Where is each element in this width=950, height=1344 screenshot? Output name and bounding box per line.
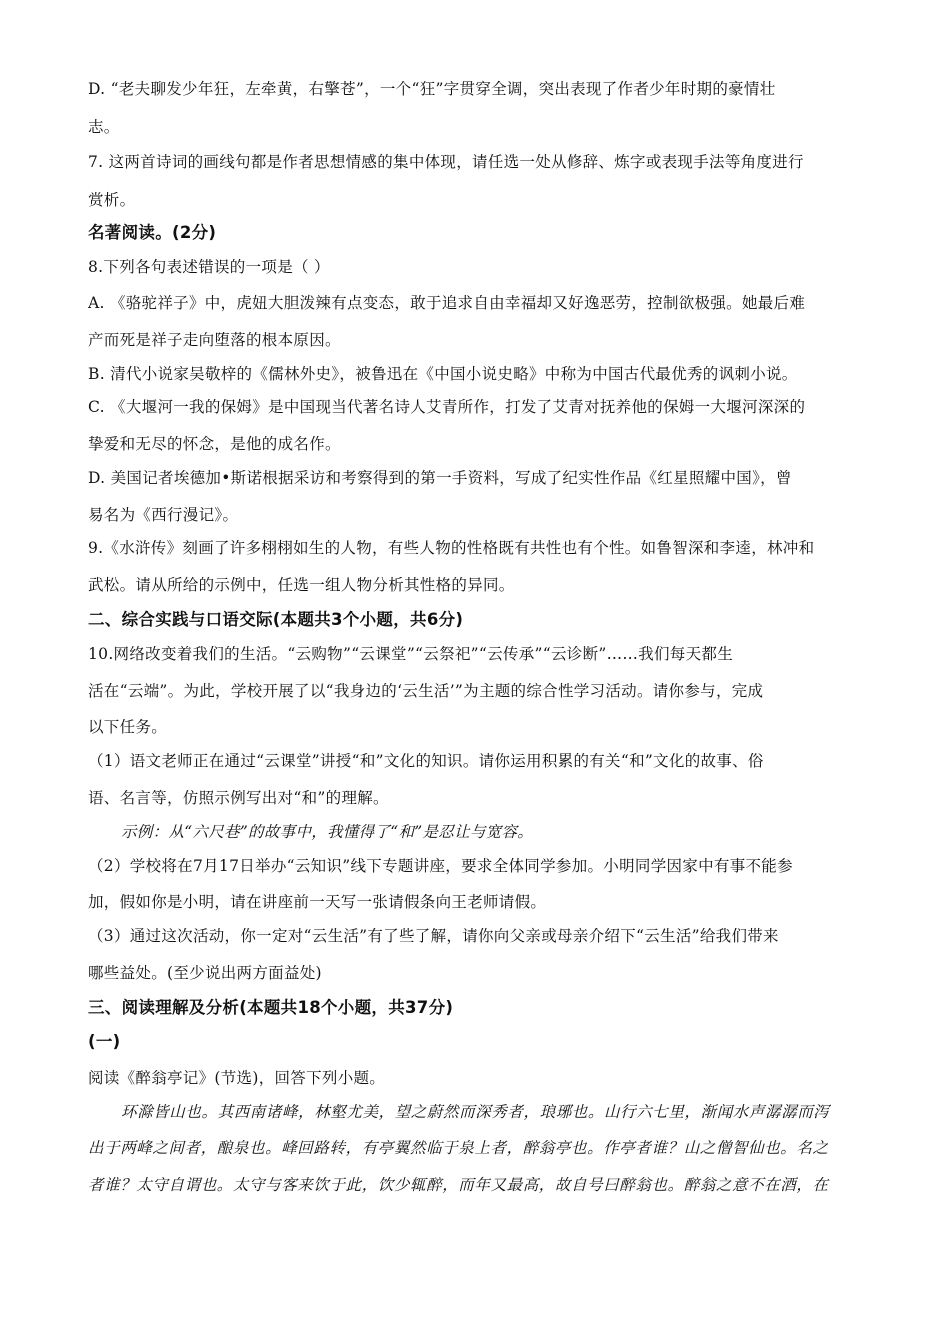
question-10-line3: 以下任务。 bbox=[88, 718, 168, 736]
question-7-line2: 赏析。 bbox=[88, 191, 136, 209]
q6-option-d-line2: 志。 bbox=[88, 118, 120, 136]
section-heading-reading: 三、阅读理解及分析(本题共18个小题，共37分) bbox=[88, 998, 454, 1017]
q8-option-b: B. 清代小说家吴敬梓的《儒林外史》，被鲁迅在《中国小说史略》中称为中国古代最优秀的讽刺小说。 bbox=[88, 365, 798, 383]
q10-task1-line1: （1）语文老师正在通过“云课堂”讲授“和”文化的知识。请你运用积累的有关“和”文化的故事、俗 bbox=[88, 752, 764, 770]
q10-task3-line2: 哪些益处。(至少说出两方面益处) bbox=[88, 964, 322, 982]
question-8-stem: 8.下列各句表述错误的一项是（ ） bbox=[88, 258, 330, 276]
q10-task1-line2: 语、名言等，仿照示例写出对“和”的理解。 bbox=[88, 789, 389, 807]
q8-option-c-line1: C. 《大堰河一我的保姆》是中国现当代著名诗人艾青所作，打发了艾青对抚养他的保姆一大堰河深深的 bbox=[88, 398, 806, 416]
q8-option-d-line2: 易名为《西行漫记》。 bbox=[88, 506, 239, 524]
q6-option-d-line1: D. “老夫聊发少年狂，左牵黄，右擎苍”，一个“狂”字贯穿全调，突出表现了作者少年时期的豪情壮 bbox=[88, 80, 776, 98]
question-9-line2: 武松。请从所给的示例中，任选一组人物分析其性格的异同。 bbox=[88, 576, 515, 594]
classical-text-line3: 者谁？太守自谓也。太守与客来饮于此，饮少辄醉，而年又最高，故自号曰醉翁也。醉翁之意不在酒，在 bbox=[88, 1176, 829, 1194]
section-heading-classics: 名著阅读。(2分) bbox=[88, 223, 217, 242]
q10-task3-line1: （3）通过这次活动，你一定对“云生活”有了些了解，请你向父亲或母亲介绍下“云生活”给我们带来 bbox=[88, 927, 779, 945]
q10-task2-line1: （2）学校将在7月17日举办“云知识”线下专题讲座，要求全体同学参加。小明同学因家中有事不能参 bbox=[88, 857, 793, 875]
q10-task2-line2: 加，假如你是小明，请在讲座前一天写一张请假条向王老师请假。 bbox=[88, 893, 547, 911]
q8-option-a-line1: A. 《骆驼祥子》中，虎妞大胆泼辣有点变态，敢于追求自由幸福却又好逸恶劳，控制欲极强。她最后难 bbox=[88, 294, 806, 312]
question-10-line1: 10.网络改变着我们的生活。“云购物”“云课堂”“云祭祀”“云传承”“云诊断”……我们每天都生 bbox=[88, 645, 733, 663]
q10-task1-example: 示例：从“六尺巷”的故事中，我懂得了“和”是忍让与宽容。 bbox=[121, 823, 534, 841]
question-10-line2: 活在“云端”。为此，学校开展了以“我身边的‘云生活’”为主题的综合性学习活动。请你参与，完成 bbox=[88, 682, 764, 700]
classical-text-line2: 出于两峰之间者，酿泉也。峰回路转，有亭翼然临于泉上者，醉翁亭也。作亭者谁？山之僧智仙也。名之 bbox=[88, 1139, 829, 1157]
question-7-line1: 7. 这两首诗词的画线句都是作者思想情感的集中体现，请任选一处从修辞、炼字或表现手法等角度进行 bbox=[88, 153, 804, 171]
reading-instruction: 阅读《醉翁亭记》(节选)，回答下列小题。 bbox=[88, 1069, 386, 1087]
subsection-heading-1: (一) bbox=[88, 1032, 121, 1051]
classical-text-line1: 环滁皆山也。其西南诸峰，林壑尤美，望之蔚然而深秀者，琅琊也。山行六七里，渐闻水声潺潺而泻 bbox=[121, 1103, 830, 1121]
q8-option-c-line2: 挚爱和无尽的怀念，是他的成名作。 bbox=[88, 435, 341, 453]
section-heading-practice: 二、综合实践与口语交际(本题共3个小题，共6分) bbox=[88, 610, 464, 629]
q8-option-a-line2: 产而死是祥子走向堕落的根本原因。 bbox=[88, 331, 341, 349]
q8-option-d-line1: D. 美国记者埃德加•斯诺根据采访和考察得到的第一手资料，写成了纪实性作品《红星照耀中国》，曾 bbox=[88, 469, 792, 487]
question-9-line1: 9.《水浒传》刻画了许多栩栩如生的人物，有些人物的性格既有共性也有个性。如鲁智深和李逵，林冲和 bbox=[88, 539, 815, 557]
